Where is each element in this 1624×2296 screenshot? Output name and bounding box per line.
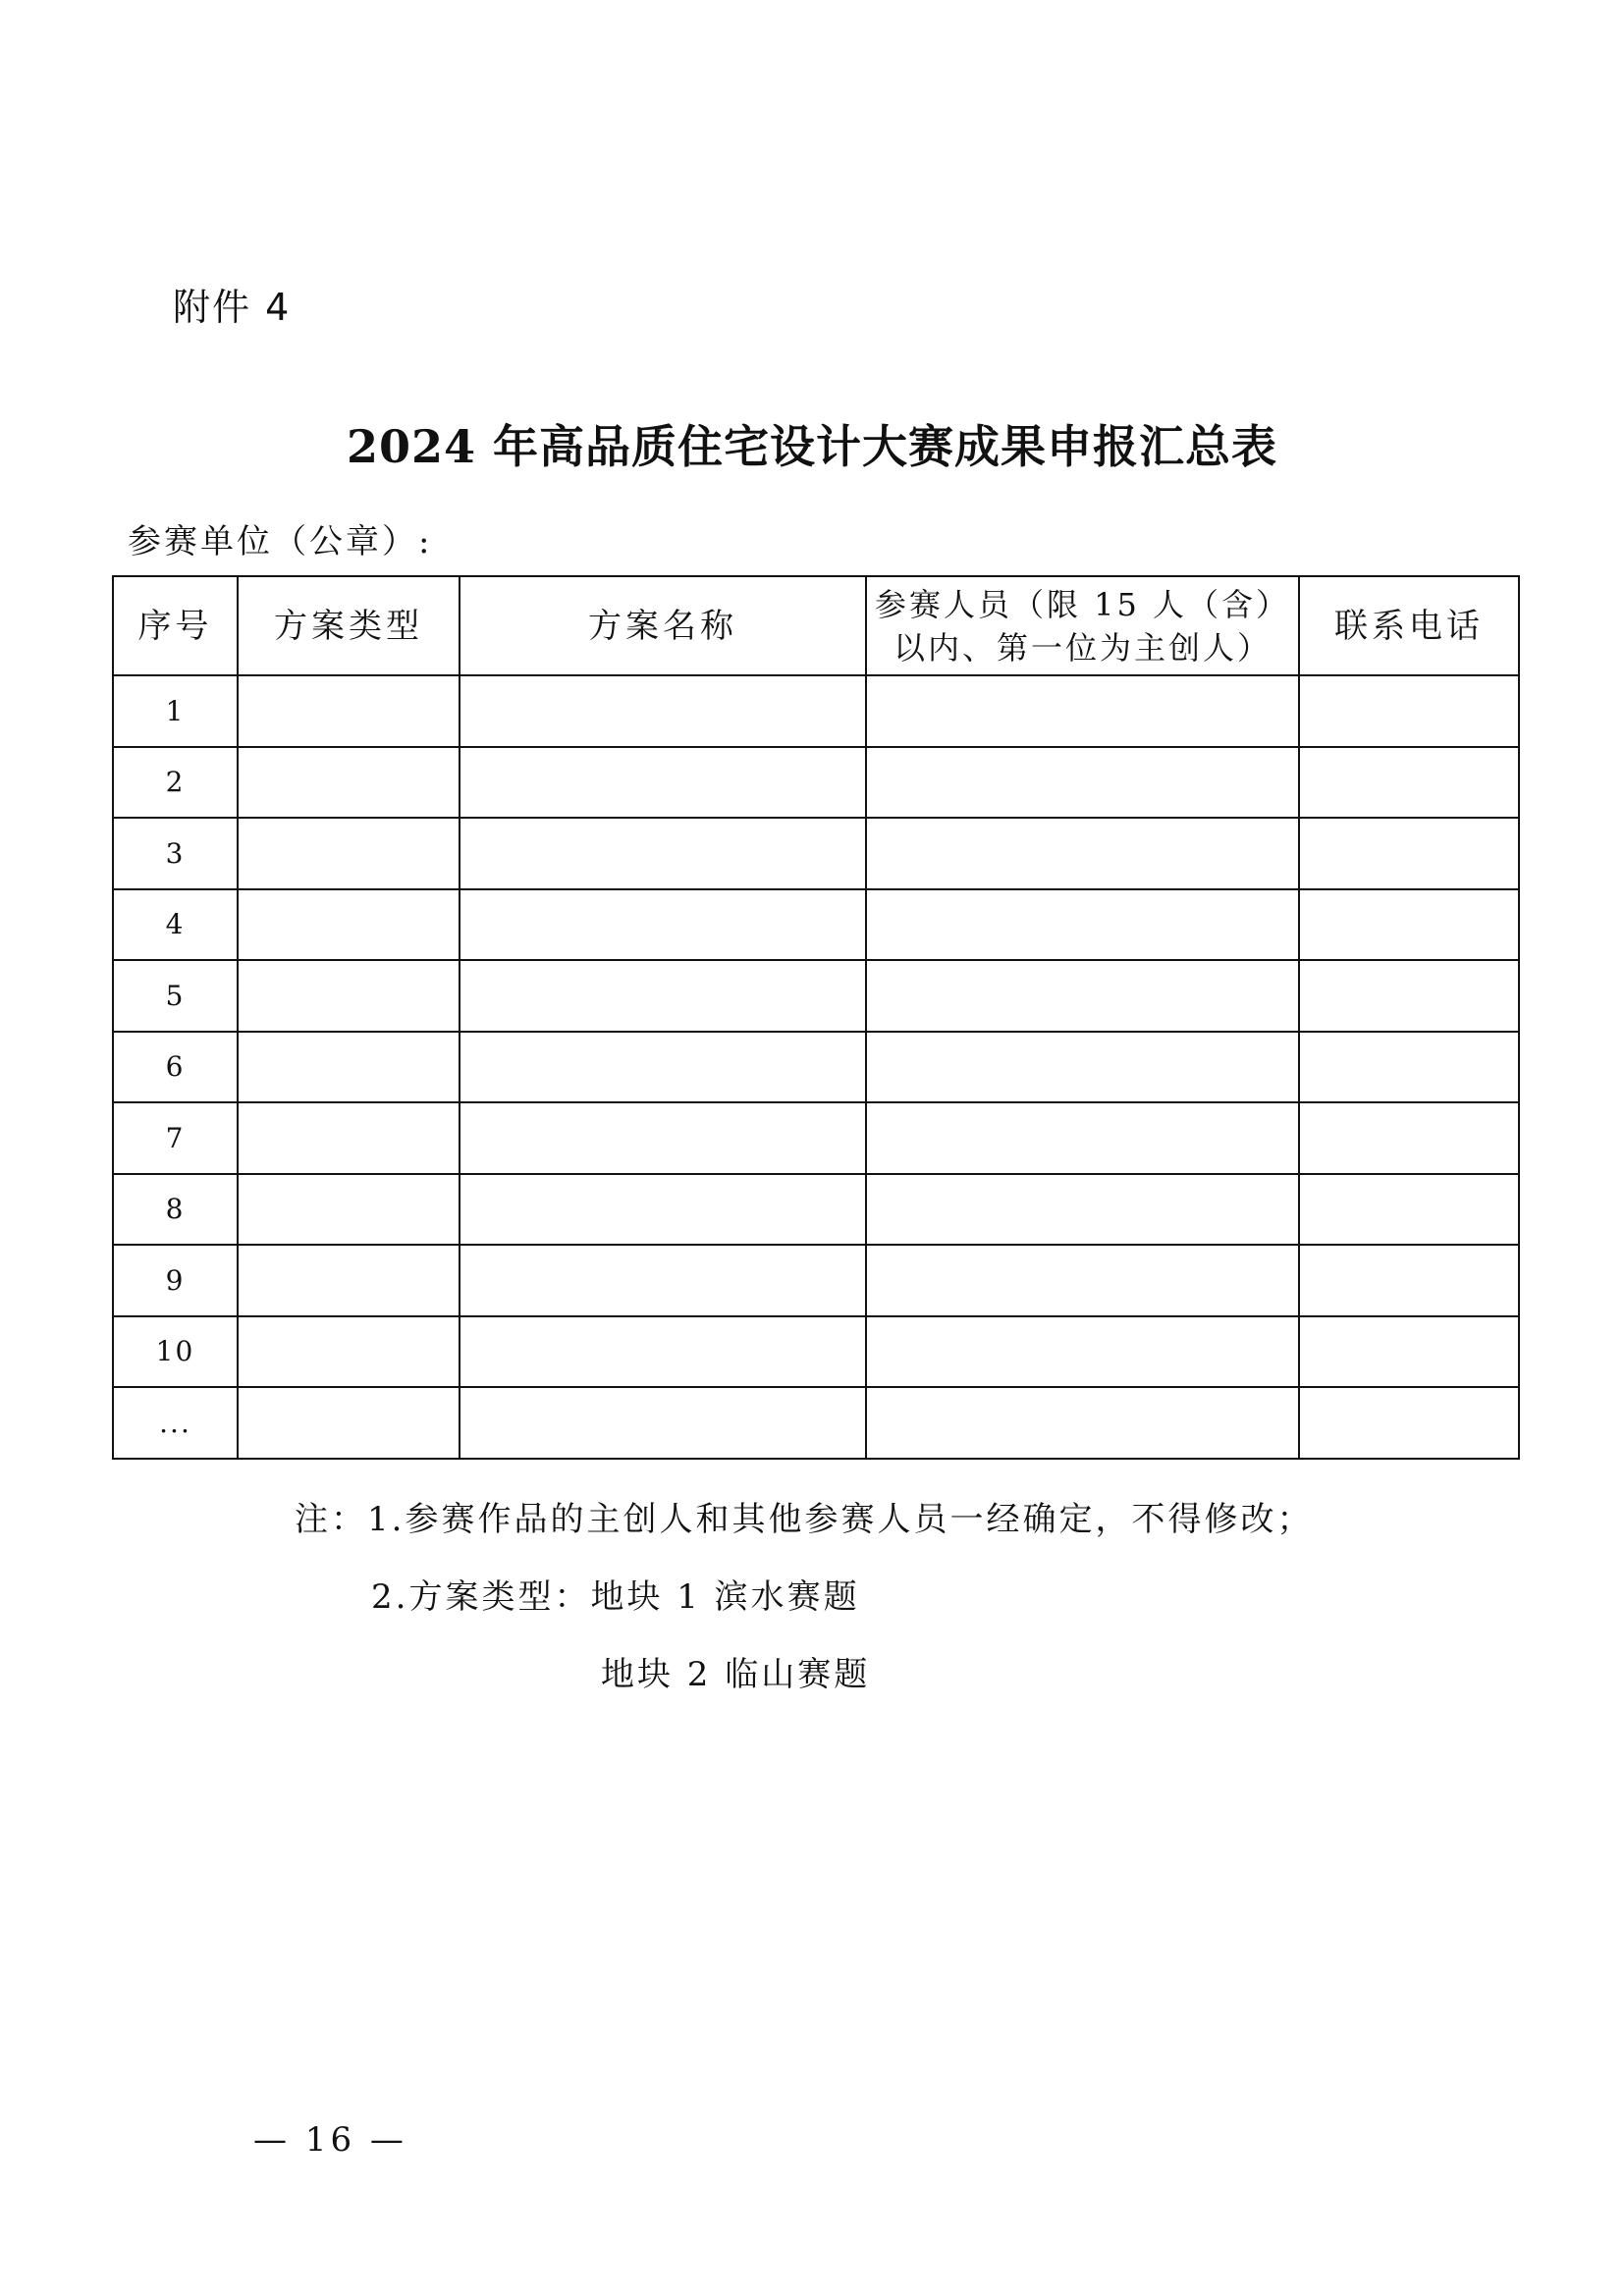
cell-seq: 8 bbox=[113, 1174, 238, 1246]
cell-participants bbox=[866, 1174, 1299, 1246]
cell-seq: 3 bbox=[113, 818, 238, 889]
note-line-2: 2.方案类型：地块 1 滨水赛题 bbox=[371, 1577, 860, 1617]
cell-phone bbox=[1299, 1032, 1519, 1103]
cell-scheme-type bbox=[238, 1316, 460, 1388]
cell-scheme-type bbox=[238, 675, 460, 747]
cell-phone bbox=[1299, 1316, 1519, 1388]
summary-table bbox=[112, 575, 1520, 1460]
column-header-scheme-name: 方案名称 bbox=[460, 576, 866, 675]
cell-phone bbox=[1299, 1174, 1519, 1246]
cell-scheme-name bbox=[460, 1245, 866, 1316]
cell-scheme-type bbox=[238, 747, 460, 819]
cell-participants bbox=[866, 1102, 1299, 1174]
cell-participants bbox=[866, 1387, 1299, 1459]
column-header-seq: 序号 bbox=[113, 576, 238, 675]
cell-scheme-name bbox=[460, 1387, 866, 1459]
cell-participants bbox=[866, 889, 1299, 961]
table-row bbox=[113, 675, 1519, 747]
note-line-3: 地块 2 临山赛题 bbox=[601, 1655, 871, 1694]
cell-scheme-type bbox=[238, 1032, 460, 1103]
cell-phone bbox=[1299, 889, 1519, 961]
cell-participants bbox=[866, 1245, 1299, 1316]
cell-scheme-type bbox=[238, 1387, 460, 1459]
cell-scheme-name bbox=[460, 675, 866, 747]
cell-scheme-name bbox=[460, 747, 866, 819]
table-body bbox=[113, 675, 1519, 1459]
cell-phone bbox=[1299, 818, 1519, 889]
cell-seq: 2 bbox=[113, 747, 238, 819]
table-row bbox=[113, 747, 1519, 819]
cell-phone bbox=[1299, 1387, 1519, 1459]
cell-scheme-name bbox=[460, 960, 866, 1032]
cell-participants bbox=[866, 960, 1299, 1032]
attachment-label: 附件 4 bbox=[173, 286, 292, 329]
table-row bbox=[113, 1245, 1519, 1316]
cell-seq: 10 bbox=[113, 1316, 238, 1388]
column-header-participants-line-1: 参赛人员（限 15 人（含） bbox=[874, 585, 1291, 623]
table-row bbox=[113, 1102, 1519, 1174]
cell-phone bbox=[1299, 1245, 1519, 1316]
column-header-phone: 联系电话 bbox=[1299, 576, 1519, 675]
table-row bbox=[113, 818, 1519, 889]
cell-participants bbox=[866, 747, 1299, 819]
cell-scheme-type bbox=[238, 960, 460, 1032]
column-header-scheme-type: 方案类型 bbox=[238, 576, 460, 675]
cell-scheme-name bbox=[460, 818, 866, 889]
column-header-participants bbox=[866, 576, 1299, 675]
cell-seq: ... bbox=[113, 1387, 238, 1459]
table-header-row bbox=[113, 576, 1519, 675]
table-row bbox=[113, 1174, 1519, 1246]
cell-scheme-type bbox=[238, 818, 460, 889]
cell-phone bbox=[1299, 747, 1519, 819]
cell-participants bbox=[866, 675, 1299, 747]
cell-seq: 7 bbox=[113, 1102, 238, 1174]
participating-unit-label: 参赛单位（公章）: bbox=[128, 522, 433, 561]
cell-scheme-type bbox=[238, 1102, 460, 1174]
cell-seq: 6 bbox=[113, 1032, 238, 1103]
cell-phone bbox=[1299, 960, 1519, 1032]
cell-scheme-type bbox=[238, 1245, 460, 1316]
table-row bbox=[113, 1032, 1519, 1103]
cell-scheme-name bbox=[460, 1174, 866, 1246]
cell-scheme-name bbox=[460, 889, 866, 961]
cell-scheme-type bbox=[238, 1174, 460, 1246]
cell-scheme-type bbox=[238, 889, 460, 961]
cell-phone bbox=[1299, 675, 1519, 747]
table-row bbox=[113, 889, 1519, 961]
document-title: 2024 年高品质住宅设计大赛成果申报汇总表 bbox=[346, 420, 1278, 473]
cell-participants bbox=[866, 1032, 1299, 1103]
cell-seq: 9 bbox=[113, 1245, 238, 1316]
cell-phone bbox=[1299, 1102, 1519, 1174]
table-row bbox=[113, 1387, 1519, 1459]
cell-scheme-name bbox=[460, 1316, 866, 1388]
cell-scheme-name bbox=[460, 1102, 866, 1174]
cell-seq: 1 bbox=[113, 675, 238, 747]
cell-scheme-name bbox=[460, 1032, 866, 1103]
column-header-participants-line-2: 以内、第一位为主创人） bbox=[893, 628, 1272, 667]
note-line-1: 注：1.参赛作品的主创人和其他参赛人员一经确定，不得修改； bbox=[295, 1500, 1314, 1539]
cell-participants bbox=[866, 818, 1299, 889]
cell-seq: 5 bbox=[113, 960, 238, 1032]
cell-seq: 4 bbox=[113, 889, 238, 961]
table-row bbox=[113, 960, 1519, 1032]
cell-participants bbox=[866, 1316, 1299, 1388]
page-number: — 16 — bbox=[253, 2120, 407, 2160]
table-row bbox=[113, 1316, 1519, 1388]
